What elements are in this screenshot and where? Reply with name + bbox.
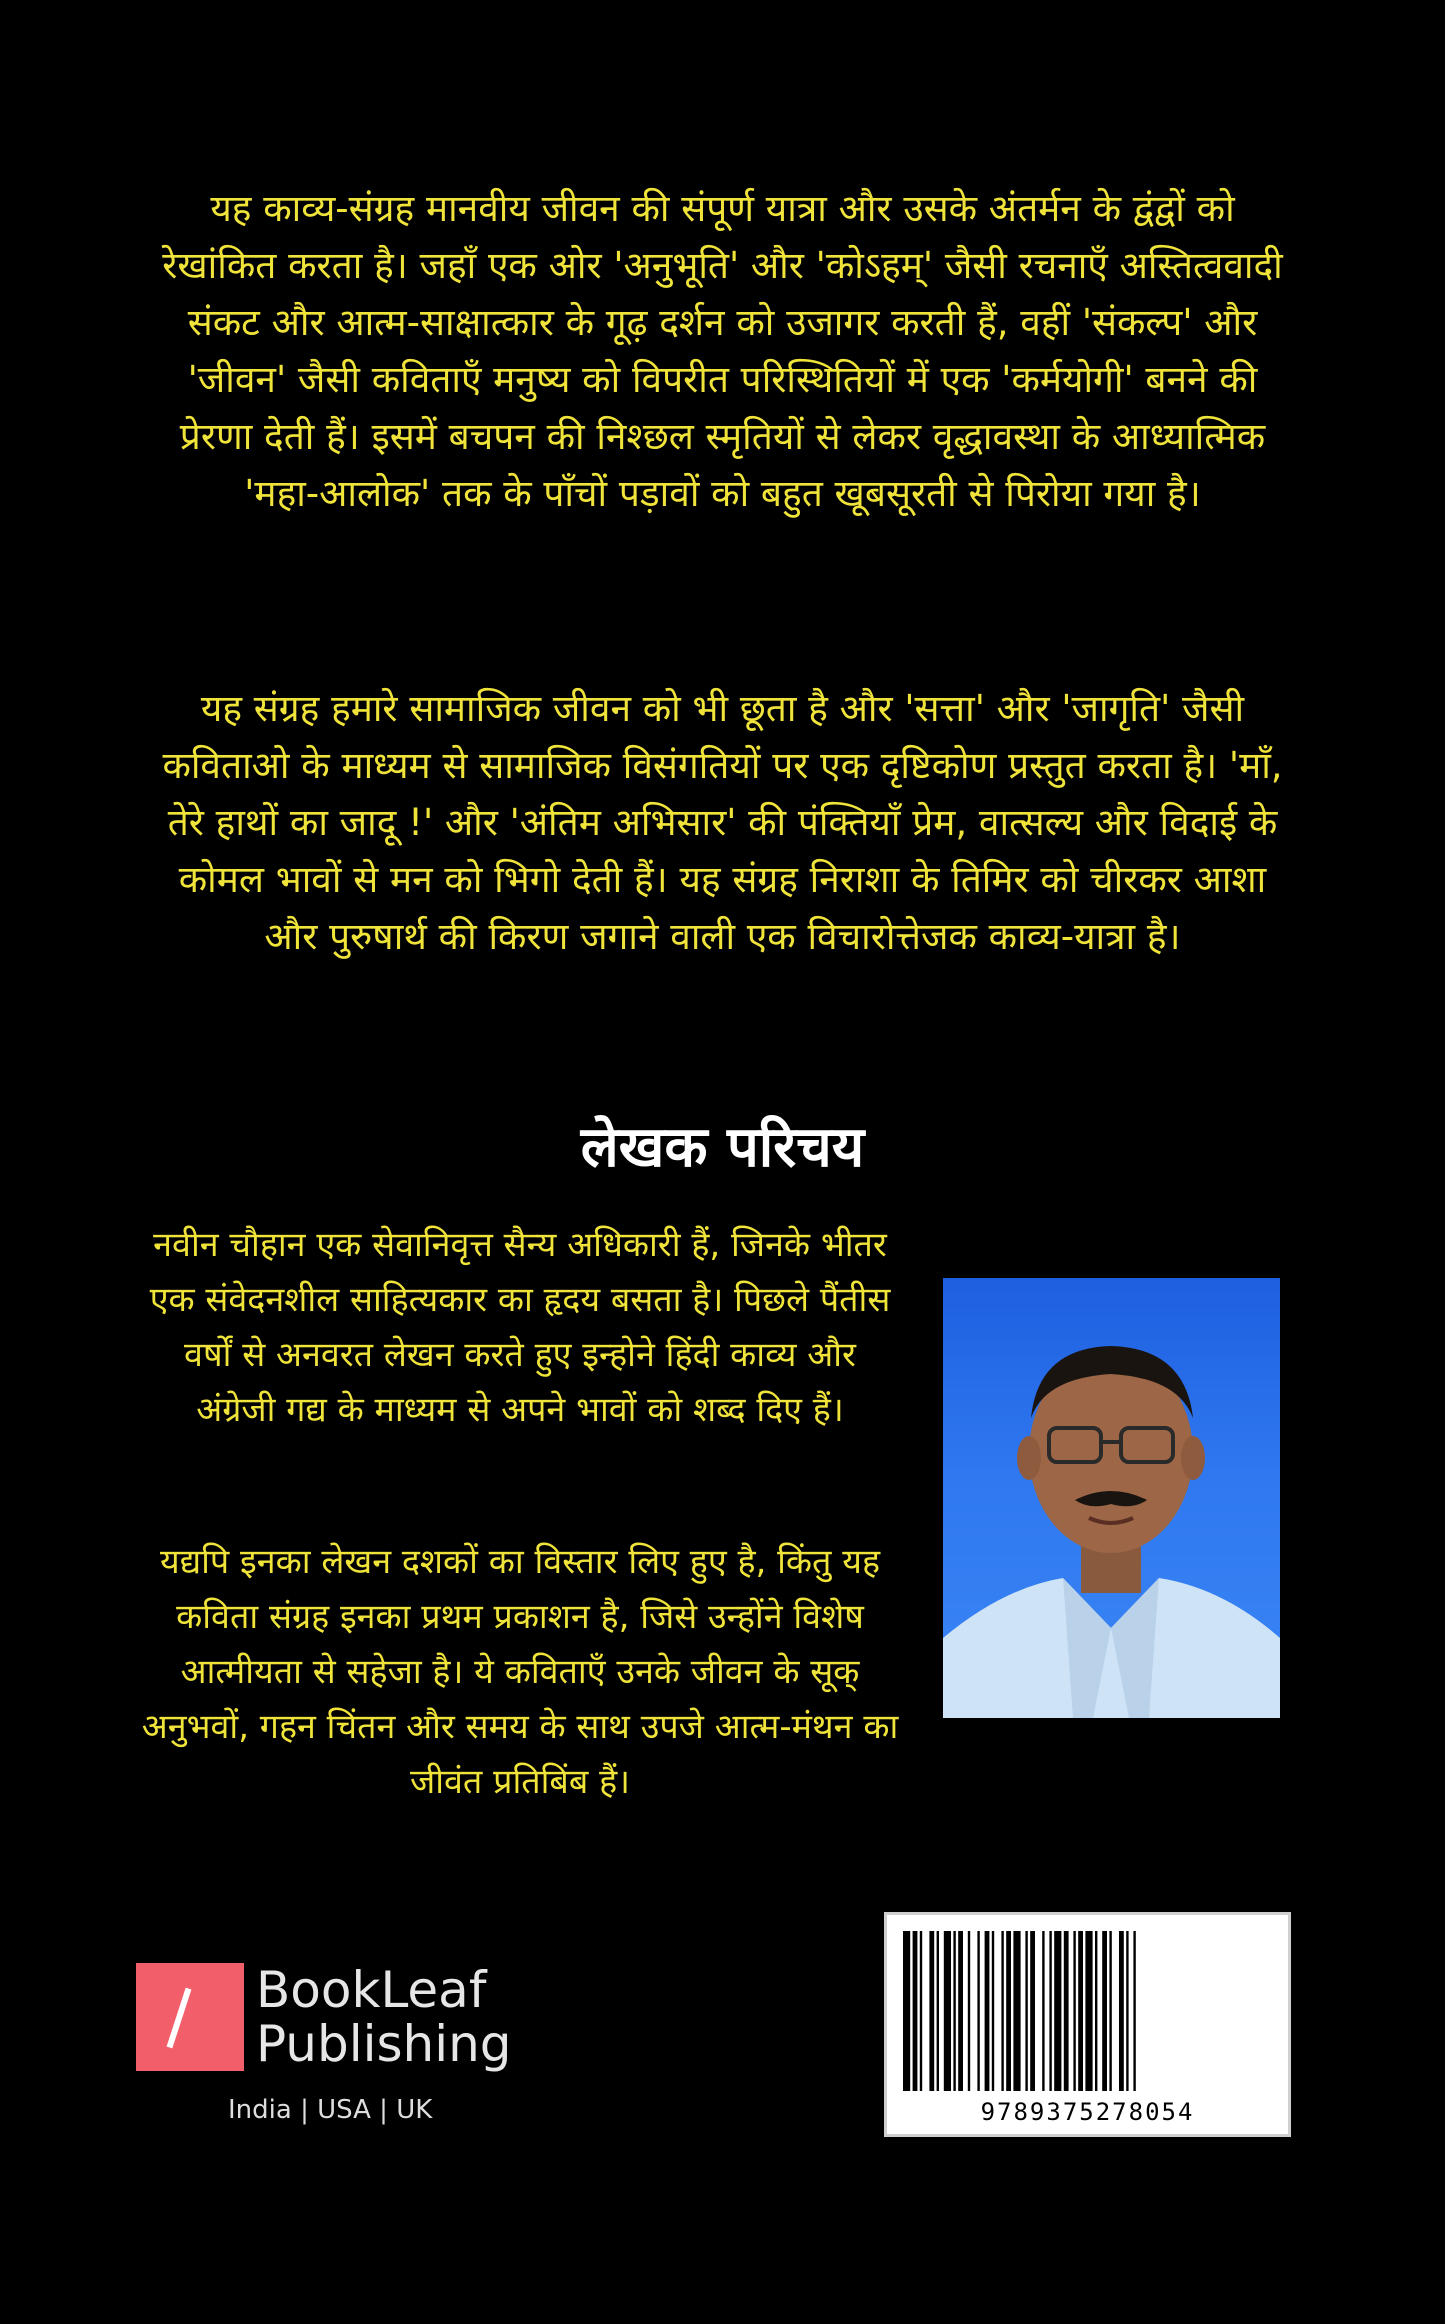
barcode-bar — [1078, 1931, 1083, 2091]
barcode-bar — [903, 1931, 910, 2091]
author-photo — [943, 1278, 1280, 1718]
barcode-bar — [1013, 1931, 1020, 2091]
barcode-bar — [1126, 1931, 1128, 2091]
barcode-bar — [1102, 1931, 1107, 2091]
barcode-bar — [977, 1931, 979, 2091]
author-portrait-icon — [943, 1278, 1280, 1718]
barcode-bar — [937, 1931, 939, 2091]
barcode-bar — [1133, 1931, 1135, 2091]
slash-icon — [167, 1988, 192, 2049]
barcode-bar — [985, 1931, 990, 2091]
barcode-bar — [1073, 1931, 1075, 2091]
barcode-bar — [1025, 1931, 1027, 2091]
barcode-bar — [944, 1931, 951, 2091]
barcode-bar — [1042, 1931, 1044, 2091]
barcode-bar — [953, 1931, 955, 2091]
barcode-bar — [1001, 1931, 1003, 2091]
barcode-bar — [1049, 1931, 1051, 2091]
barcode-icon — [903, 1931, 1278, 2091]
author-bio-2: यद्यपि इनका लेखन दशकों का विस्तार लिए हुए है, किंतु यह कविता संग्रह इनका प्रथम प्रकाशन है, जिसे उन्होंने विशेष आत्मीयता से सहेजा है। ये कविताएँ उनके जीवन के सूक् अनुभवों, गहन चिंतन और समय के साथ उपजे आत्म-मंथन का जीवंत प्रतिबिंब हैं। — [141, 1542, 899, 1802]
barcode-bar — [1119, 1931, 1124, 2091]
barcode-bar — [958, 1931, 963, 2091]
publisher-name-line-1: BookLeaf — [256, 1961, 487, 2019]
author-bio-1: नवीन चौहान एक सेवानिवृत्त सैन्य अधिकारी हैं, जिनके भीतर एक संवेदनशील साहित्यकार का हृदय बसता है। पिछले पैंतीस वर्षों से अनवरत लेखन करते हुए इन्होने हिंदी काव्य और अंग्रेजी गद्य के माध्यम से अपने भावों को शब्द दिए हैं। — [149, 1225, 891, 1430]
barcode-bar — [1030, 1931, 1035, 2091]
barcode-bar — [992, 1931, 994, 2091]
barcode-bar — [913, 1931, 918, 2091]
blurb-paragraph-1: यह काव्य-संग्रह मानवीय जीवन की संपूर्ण यात्रा और उसके अंतर्मन के द्वंद्वों को रेखांकित करता है। जहाँ एक ओर 'अनुभूति' और 'कोऽहम्' जैसी रचनाएँ अस्तित्ववादी संकट और आत्म-साक्षात्कार के गूढ़ दर्शन को उजागर करती हैं, वहीं 'संकल्प' और 'जीवन' जैसी कविताएँ मनुष्य को विपरीत परिस्थितियों में एक 'कर्मयोगी' बनने की प्रेरणा देती हैं। इसमें बचपन की निश्छल स्मृतियों से लेकर वृद्धावस्था के आध्यात्मिक 'महा-आलोक' तक के पाँचों पड़ावों को बहुत खूबसूरती से पिरोया गया है। — [162, 187, 1283, 515]
barcode-bar — [968, 1931, 970, 2091]
barcode-bar — [929, 1931, 934, 2091]
isbn-barcode — [884, 1912, 1291, 2137]
blurb-paragraph-2: यह संग्रह हमारे सामाजिक जीवन को भी छूता है और 'सत्ता' और 'जागृति' जैसी कविताओ के माध्यम से सामाजिक विसंगतियों पर एक दृष्टिकोण प्रस्तुत करता है। 'माँ, तेरे हाथों का जादू !' और 'अंतिम अभिसार' की पंक्तियाँ प्रेम, वात्सल्य और विदाई के कोमल भावों से मन को भिगो देती हैं। यह संग्रह निराशा के तिमिर को चीरकर आशा और पुरुषार्थ की किरण जगाने वाली एक विचारोत्तेजक काव्य-यात्रा है। — [162, 687, 1283, 958]
barcode-bar — [1006, 1931, 1011, 2091]
barcode-bar — [1095, 1931, 1097, 2091]
publisher-logo-mark — [136, 1963, 244, 2071]
barcode-bar — [1064, 1931, 1069, 2091]
barcode-bar — [1109, 1931, 1111, 2091]
publisher-name-line-2: Publishing — [256, 2015, 512, 2073]
barcode-bar — [920, 1931, 922, 2091]
barcode-bar — [1054, 1931, 1061, 2091]
author-heading: लेखक परिचय — [580, 1115, 865, 1180]
publisher-regions: India | USA | UK — [228, 2095, 433, 2125]
barcode-bar — [1085, 1931, 1092, 2091]
publisher-logo — [136, 1963, 536, 2083]
isbn-number: 9789375278054 — [980, 2098, 1195, 2126]
